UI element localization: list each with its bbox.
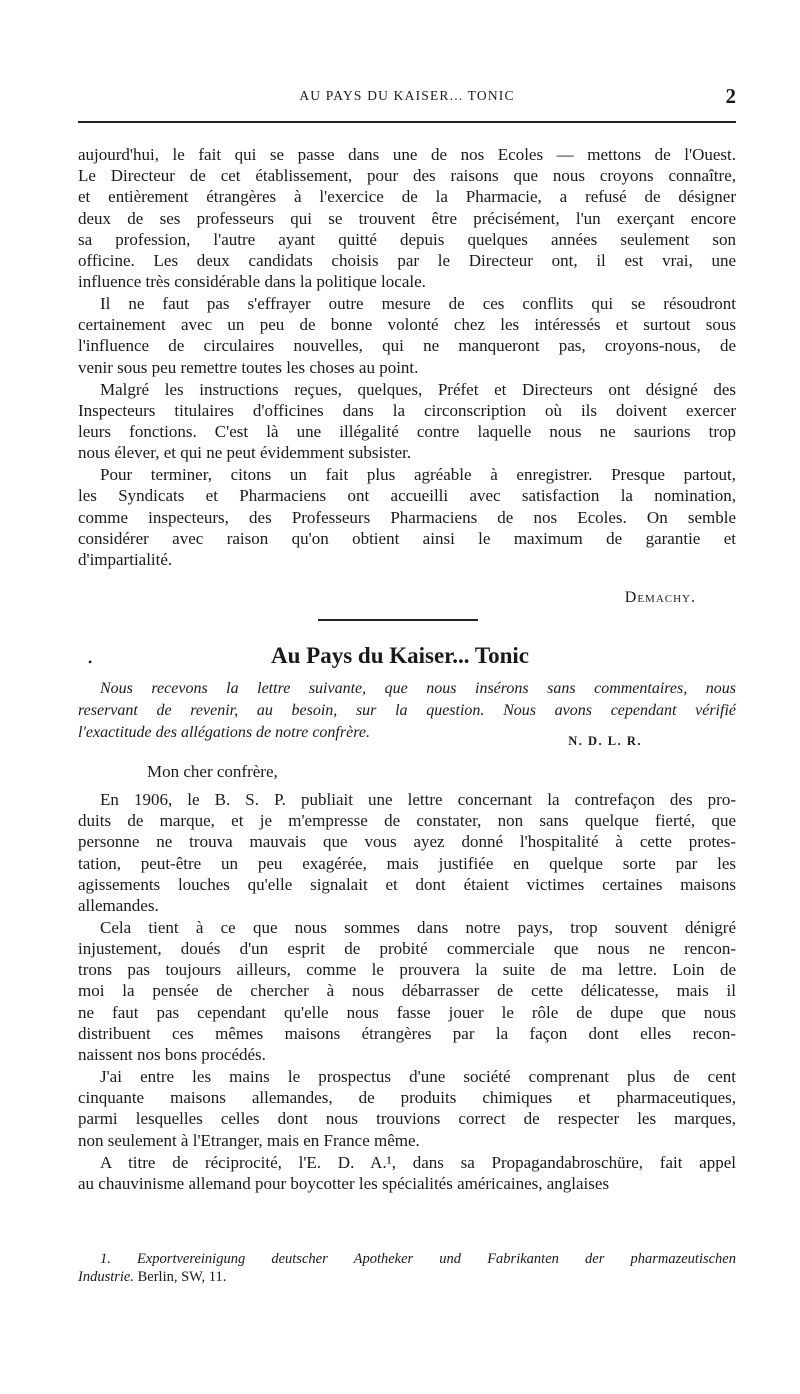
text-line: En 1906, le B. S. P. publiait une lettre concernant la contrefaçon des pro- — [100, 790, 736, 809]
signature: Demachy. — [624, 589, 696, 606]
salutation: Mon cher confrère, — [147, 762, 278, 781]
text-line: Il ne faut pas s'effrayer outre mesure de ces conflits qui se résoudront — [100, 294, 736, 314]
paragraph-gap — [78, 1194, 736, 1195]
footnote-line: 1. Exportvereinigung deutscher Apotheker und Fabrikanten der pharmazeutischen — [100, 1251, 736, 1267]
text-line: Inspecteurs titulaires d'officines dans la circonscription où ils doivent exercer — [78, 400, 736, 420]
text-line: influence très considérable dans la politique locale. — [78, 272, 426, 292]
text-line: comme inspecteurs, des Professeurs Pharmaciens de nos Ecoles. On semble — [78, 507, 736, 527]
text-line: leurs fonctions. C'est là une illégalité contre laquelle nous ne saurions trop — [78, 422, 736, 442]
text-line: naissent nos bons procédés. — [78, 1045, 266, 1065]
text-line: agissements louches qu'elle signalait et dont étaient victimes certaines maisons — [78, 874, 736, 894]
text-line: considérer avec raison qu'on obtient ainsi le maximum de garantie et — [78, 528, 736, 548]
text-line: Pour terminer, citons un fait plus agréable à enregistrer. Presque partout, — [100, 465, 736, 485]
text-line: cinquante maisons allemandes, de produits chimiques et pharmaceutiques, — [78, 1088, 736, 1108]
article-title: Au Pays du Kaiser... Tonic — [271, 643, 529, 668]
paragraph-gap — [78, 570, 736, 571]
text-line: Malgré les instructions reçues, quelques, Préfet et Directeurs ont désigné des — [100, 379, 736, 399]
text-line: deux de ses professeurs qui se trouvent être précisément, l'un exerçant encore — [78, 208, 736, 228]
text-line: allemandes. — [78, 895, 159, 915]
text-line: les Syndicats et Pharmaciens ont accueilli avec satisfaction la nomination, — [78, 486, 736, 506]
text-line: et entièrement étrangères à l'exercice de la Pharmacie, a refusé de désigner — [78, 187, 736, 207]
text-line: venir sous peu remettre toutes les choses au point. — [78, 357, 419, 377]
editor-initials: N. D. L. R. — [568, 734, 642, 748]
text-line: Le Directeur de cet établissement, pour des raisons que nous croyons connaître, — [78, 166, 736, 186]
running-title: AU PAYS DU KAISER... TONIC — [299, 88, 515, 103]
text-line: injustement, doués d'un esprit de probité commerciale que nous ne rencon- — [78, 939, 736, 959]
print-speck: • — [88, 655, 93, 669]
body-text-part1 — [78, 144, 736, 571]
page-header — [78, 84, 736, 108]
text-line: trons pas toujours ailleurs, comme le prouvera la suite de ma lettre. Loin de — [78, 960, 736, 980]
footnote-italic: Industrie. — [78, 1269, 134, 1285]
text-line: l'exactitude des allégations de notre confrère. — [78, 724, 370, 741]
text-line: Nous recevons la lettre suivante, que nous insérons sans commentaires, nous — [100, 680, 736, 697]
text-line: distribuent ces mêmes maisons étrangères par la façon dont elles recon- — [78, 1023, 736, 1043]
text-line: duits de marque, et je m'empresse de constater, non sans quelque fierté, que — [78, 811, 736, 831]
text-line: Cela tient à ce que nous sommes dans notre pays, trop souvent dénigré — [100, 917, 736, 937]
text-line: A titre de réciprocité, l'E. D. A.¹, dans sa Propagandabroschüre, fait appel — [100, 1152, 736, 1172]
footnote — [78, 1250, 736, 1286]
text-line: J'ai entre les mains le prospectus d'une société comprenant plus de cent — [100, 1067, 736, 1087]
text-line: aujourd'hui, le fait qui se passe dans une de nos Ecoles — mettons de l'Ouest. — [78, 145, 736, 164]
text-line: d'impartialité. — [78, 549, 173, 569]
text-line: nous élever, et qui ne peut évidemment subsister. — [78, 443, 412, 463]
text-line: au chauvinisme allemand pour boycotter les spécialités américaines, anglaises — [78, 1173, 610, 1193]
text-line: reservant de revenir, au besoin, sur la question. Nous avons cependant vérifié — [78, 702, 736, 719]
header-rule — [78, 121, 736, 123]
text-line: non seulement à l'Etranger, mais en France même. — [78, 1130, 420, 1150]
body-text-part2 — [78, 789, 736, 1195]
text-line: sa profession, l'autre ayant quitté depuis quelques années seulement son — [78, 229, 736, 249]
page-number: 2 — [725, 84, 736, 108]
text-line: officine. Les deux candidats choisis par le Directeur ont, il est vrai, une — [78, 250, 736, 270]
section-divider — [318, 619, 478, 621]
text-line: tation, peut-être un peu exagérée, mais justifiée en quelque sorte par les — [78, 853, 736, 873]
text-line: parmi lesquelles celles dont nous trouvions correct de respecter les marques, — [78, 1109, 736, 1129]
footnote-rest: Berlin, SW, 11. — [133, 1269, 227, 1285]
text-line: l'influence de circulaires nouvelles, qui ne manqueront pas, croyons-nous, de — [78, 336, 736, 356]
text-line: certainement avec un peu de bonne volonté chez les intéressés et surtout sous — [78, 315, 736, 335]
text-line: ne faut pas cependant qu'elle nous fasse jouer le rôle de dupe que nous — [78, 1002, 736, 1022]
text-line: moi la pensée de chercher à nous débarrasser de cette délicatesse, mais il — [78, 981, 736, 1001]
text-line: personne ne trouva mauvais que vous ayez donné l'hospitalité à cette protes- — [78, 832, 736, 852]
